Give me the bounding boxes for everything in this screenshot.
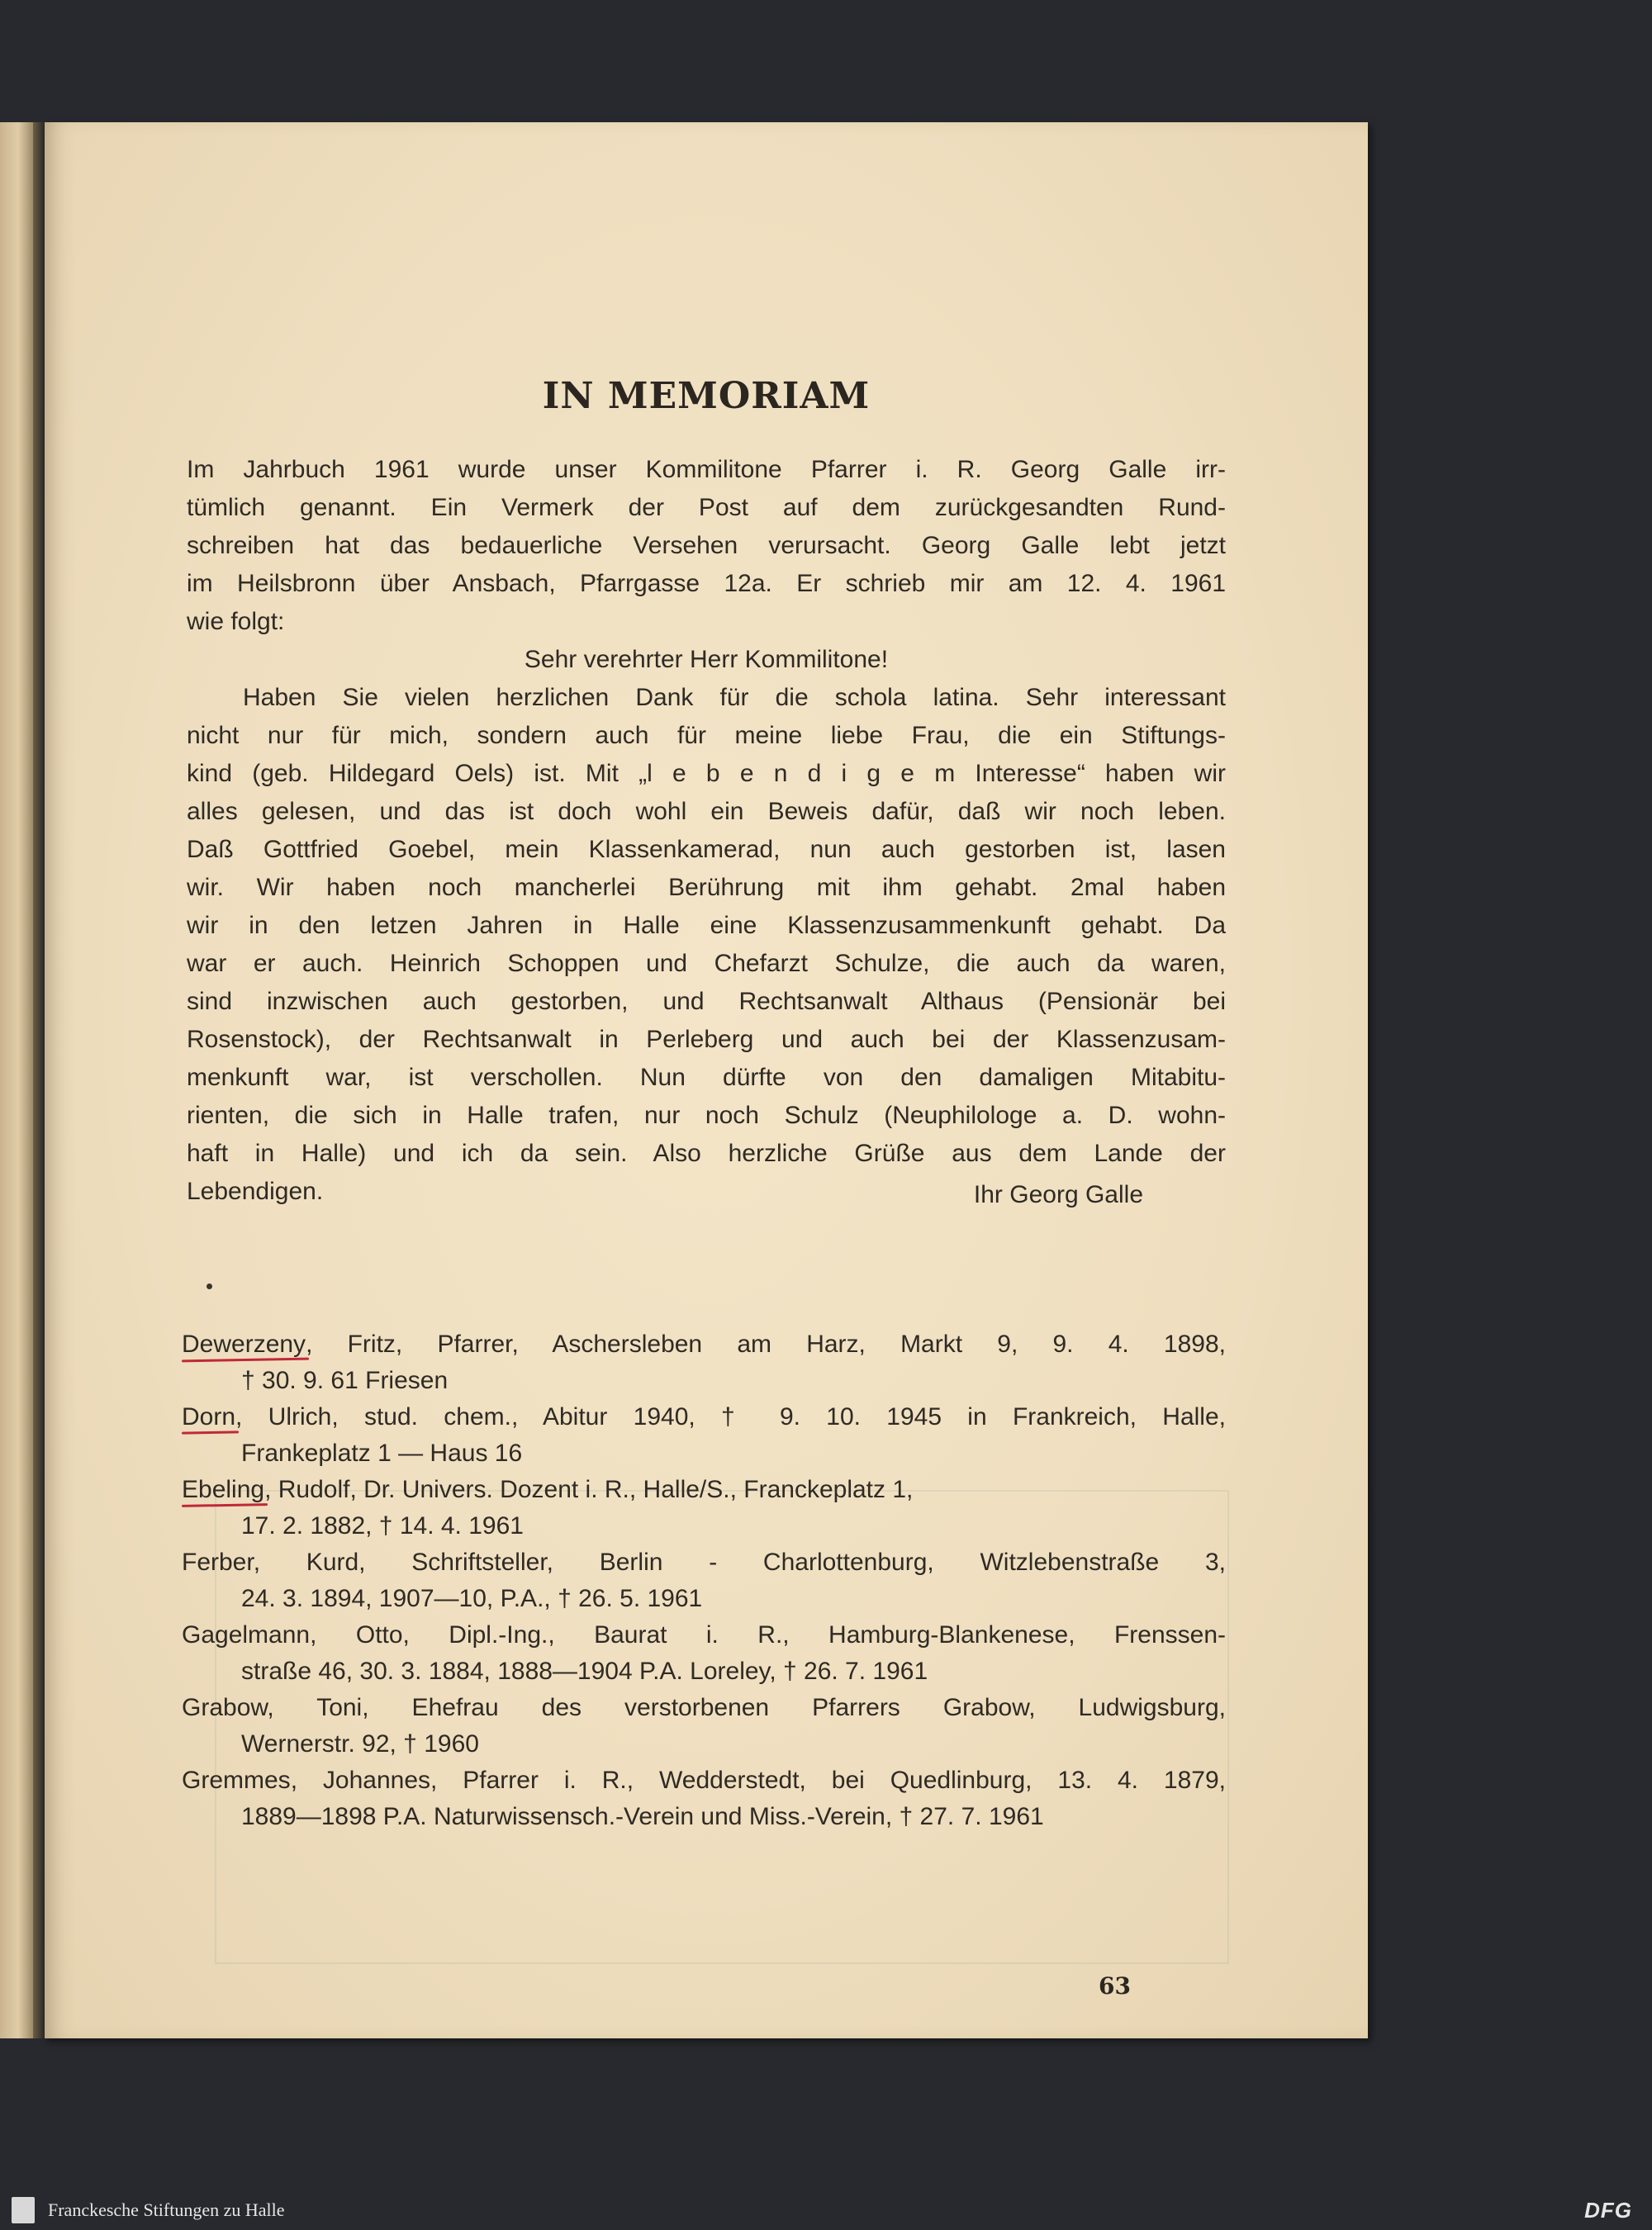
entry-line-1 — [182, 1763, 1226, 1799]
list-item — [182, 1399, 1226, 1472]
entry-name: Grabow — [182, 1694, 268, 1721]
entry-details: , Fritz, Pfarrer, Aschersleben am Harz, Markt 9, 9. 4. 1898, — [306, 1331, 1226, 1358]
entry-line-2: 24. 3. 1894, 1907—10, P.A., † 26. 5. 1961 — [241, 1585, 703, 1612]
letter-line: menkunft war, ist verschollen. Nun dürfte von den damaligen Mitabitu- — [187, 1064, 1226, 1091]
entry-name: Dewerzeny — [182, 1331, 306, 1358]
letter-line: Daß Gottfried Goebel, mein Klassenkamerad, nun auch gestorben ist, lasen — [187, 836, 1226, 863]
letter-line: nicht nur für mich, sondern auch für meine liebe Frau, die ein Stiftungs- — [187, 722, 1226, 749]
letter-line: Haben Sie vielen herzlichen Dank für die schola latina. Sehr interessant — [243, 684, 1226, 711]
entry-details: , Rudolf, Dr. Univers. Dozent i. R., Halle/S., Franckeplatz 1, — [264, 1476, 914, 1503]
entry-line-2: † 30. 9. 61 Friesen — [241, 1367, 449, 1394]
entry-line-2: Wernerstr. 92, † 1960 — [241, 1730, 479, 1758]
entry-line-1 — [182, 1690, 1226, 1726]
entry-details: , Kurd, Schriftsteller, Berlin - Charlottenburg, Witzlebenstraße 3, — [253, 1549, 1226, 1576]
letter-line: haft in Halle) und ich da sein. Also herzliche Grüße aus dem Lande der — [187, 1140, 1226, 1167]
list-item — [182, 1544, 1226, 1617]
salutation: Sehr verehrter Herr Kommilitone! — [524, 646, 889, 673]
intro-line: tümlich genannt. Ein Vermerk der Post auf dem zurückgesandten Rund- — [187, 494, 1226, 521]
book-spine — [33, 122, 45, 2038]
document-page — [45, 122, 1368, 2038]
page-title: IN MEMORIAM — [542, 375, 871, 417]
letter-line: sind inzwischen auch gestorben, und Rechtsanwalt Althaus (Pensionär bei — [187, 988, 1226, 1015]
viewer-footer — [0, 2190, 1652, 2230]
list-item — [182, 1763, 1226, 1835]
entry-details: , Otto, Dipl.-Ing., Baurat i. R., Hamburg-Blankenese, Frenssen- — [310, 1621, 1226, 1649]
entry-line-1 — [182, 1326, 1226, 1363]
entry-details: , Ulrich, stud. chem., Abitur 1940, † 9. 10. 1945 in Frankreich, Halle, — [235, 1403, 1226, 1431]
intro-line: wie folgt: — [187, 608, 285, 635]
entry-name: Ebeling — [182, 1476, 265, 1503]
list-item — [182, 1326, 1226, 1399]
closing-word: Lebendigen. — [187, 1178, 324, 1205]
letter-line: alles gelesen, und das ist doch wohl ein Beweis dafür, daß wir noch leben. — [187, 798, 1226, 825]
entry-line-2: 1889—1898 P.A. Naturwissensch.-Verein und Miss.-Verein, † 27. 7. 1961 — [241, 1803, 1044, 1830]
obituary-list — [182, 1326, 1226, 1835]
entry-line-1 — [182, 1617, 1226, 1654]
entry-details: , Toni, Ehefrau des verstorbenen Pfarrers Grabow, Ludwigsburg, — [267, 1694, 1226, 1721]
entry-line-2: Frankeplatz 1 — Haus 16 — [241, 1440, 523, 1467]
entry-name: Gremmes — [182, 1767, 291, 1794]
stray-mark — [206, 1283, 212, 1289]
page-number: 63 — [1099, 1972, 1131, 2000]
letter-line: wir. Wir haben noch mancherlei Berührung mit ihm gehabt. 2mal haben — [187, 874, 1226, 901]
closing-line — [187, 1173, 1226, 1211]
intro-line: im Heilsbronn über Ansbach, Pfarrgasse 12a. Er schrieb mir am 12. 4. 1961 — [187, 570, 1226, 597]
intro-line: schreiben hat das bedauerliche Versehen verursacht. Georg Galle lebt jetzt — [187, 532, 1226, 559]
entry-line-1 — [182, 1472, 1226, 1508]
institution-name: Franckesche Stiftungen zu Halle — [48, 2199, 285, 2220]
letter-line: wir in den letzen Jahren in Halle eine Klassenzusammenkunft gehabt. Da — [187, 912, 1226, 939]
dfg-logo: DFG — [1584, 2198, 1632, 2223]
letter-line: Rosenstock), der Rechtsanwalt in Perleberg und auch bei der Klassenzusam- — [187, 1026, 1226, 1053]
letter-line: rienten, die sich in Halle trafen, nur noch Schulz (Neuphilologe a. D. wohn- — [187, 1102, 1226, 1129]
entry-line-2: straße 46, 30. 3. 1884, 1888—1904 P.A. Loreley, † 26. 7. 1961 — [241, 1658, 928, 1685]
list-item — [182, 1690, 1226, 1763]
entry-line-1 — [182, 1544, 1226, 1581]
letter-line: war er auch. Heinrich Schoppen und Chefarzt Schulze, die auch da waren, — [187, 950, 1226, 977]
entry-name: Dorn — [182, 1403, 236, 1431]
institution-logo-icon — [12, 2197, 35, 2223]
entry-name: Gagelmann — [182, 1621, 311, 1649]
entry-line-1 — [182, 1399, 1226, 1435]
entry-details: , Johannes, Pfarrer i. R., Wedderstedt, bei Quedlinburg, 13. 4. 1879, — [290, 1767, 1226, 1794]
list-item — [182, 1472, 1226, 1544]
left-page-edge — [0, 122, 33, 2038]
intro-line: Im Jahrbuch 1961 wurde unser Kommilitone Pfarrer i. R. Georg Galle irr- — [187, 456, 1226, 483]
entry-line-2: 17. 2. 1882, † 14. 4. 1961 — [241, 1512, 524, 1540]
signature: Ihr Georg Galle — [973, 1181, 1143, 1208]
letter-body — [187, 451, 1226, 1211]
entry-name: Ferber — [182, 1549, 254, 1576]
list-item — [182, 1617, 1226, 1690]
letter-line: kind (geb. Hildegard Oels) ist. Mit „l e b e n d i g e m Interesse“ haben wir — [187, 760, 1226, 787]
